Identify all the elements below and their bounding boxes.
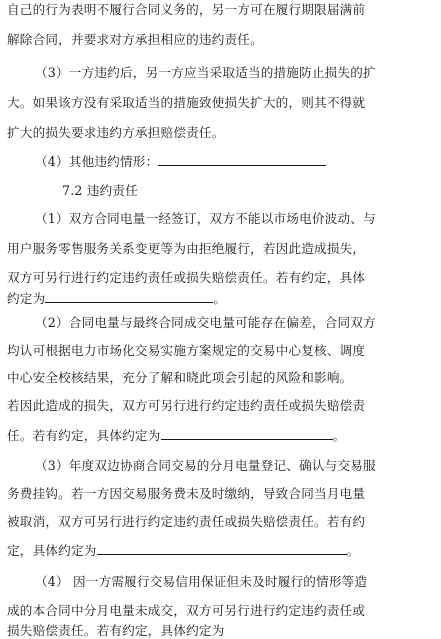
clause-3-prefix: 定，具体约定为 [7, 543, 97, 558]
clause-1: （1）双方合同电量一经签订，双方不能以市场电价波动、与 [35, 211, 376, 226]
paragraph-line: 务费挂钩。若一方因交易服务费未及时缴纳，导致合同当月电量 [7, 486, 366, 501]
paragraph-line: 中心安全校核结果，充分了解和晓此项会引起的风险和影响。 [7, 370, 353, 385]
paragraph-line: 扩大的损失要求违约方承担赔偿责任。 [7, 125, 225, 140]
fill-in-blank[interactable] [97, 542, 347, 555]
section-heading: 7.2 违约责任 [62, 183, 139, 198]
clause-1-prefix: 约定为 [7, 291, 46, 306]
paragraph-line: 均认可根据电力市场化交易实施方案规定的交易中心复核、调度 [7, 343, 366, 358]
list-item-3: （3）一方违约后，另一方应当采取适当的措施防止损失的扩 [35, 65, 376, 80]
fill-in-blank[interactable] [158, 153, 326, 166]
clause-1-suffix: 。 [213, 291, 227, 306]
clause-2: （2）合同电量与最终合同成交电量可能存在偏差，合同双方 [35, 315, 376, 330]
clause-4: （4） 因一方需履行交易信用保证但未及时履行的情形等造 [35, 574, 368, 589]
item-4-label: （4）其他违约情形： [35, 154, 159, 169]
paragraph-line: 大。如果该方没有采取适当的措施致使损失扩大的，则其不得就 [7, 95, 366, 110]
paragraph-line: 用户服务零售服务关系变更等为由拒绝履行，若因此造成损失， [7, 241, 366, 256]
paragraph-line [7, 542, 359, 558]
paragraph-line: 自己的行为表明不履行合同义务的，另一方可在履行期限届满前 [7, 2, 366, 17]
paragraph-line: 被取消，双方可另行进行约定违约责任或损失赔偿责任。若有约 [7, 514, 366, 529]
paragraph-line: 损失赔偿责任。若有约定，具体约定为 [7, 623, 225, 638]
fill-in-blank[interactable] [161, 427, 333, 440]
list-item-4 [35, 153, 326, 169]
paragraph-line: 成的本合同中分月电量未成交，双方可另行进行约定违约责任或 [7, 603, 366, 618]
paragraph-line: 若因此造成的损失，双方可另行进行约定违约责任或损失赔偿责 [7, 398, 366, 413]
clause-3-suffix: 。 [346, 543, 360, 558]
paragraph-line: 解除合同，并要求对方承担相应的违约责任。 [7, 32, 263, 47]
clause-2-suffix: 。 [332, 428, 346, 443]
paragraph-line [7, 427, 345, 443]
clause-3: （3）年度双边协商合同交易的分月电量登记、确认与交易服 [35, 458, 376, 473]
paragraph-line: 双方可另行进行约定违约责任或损失赔偿责任。若有约定，具体 [7, 270, 366, 285]
paragraph-line [7, 290, 226, 306]
fill-in-blank[interactable] [45, 290, 213, 303]
clause-2-prefix: 任。若有约定，具体约定为 [7, 428, 161, 443]
